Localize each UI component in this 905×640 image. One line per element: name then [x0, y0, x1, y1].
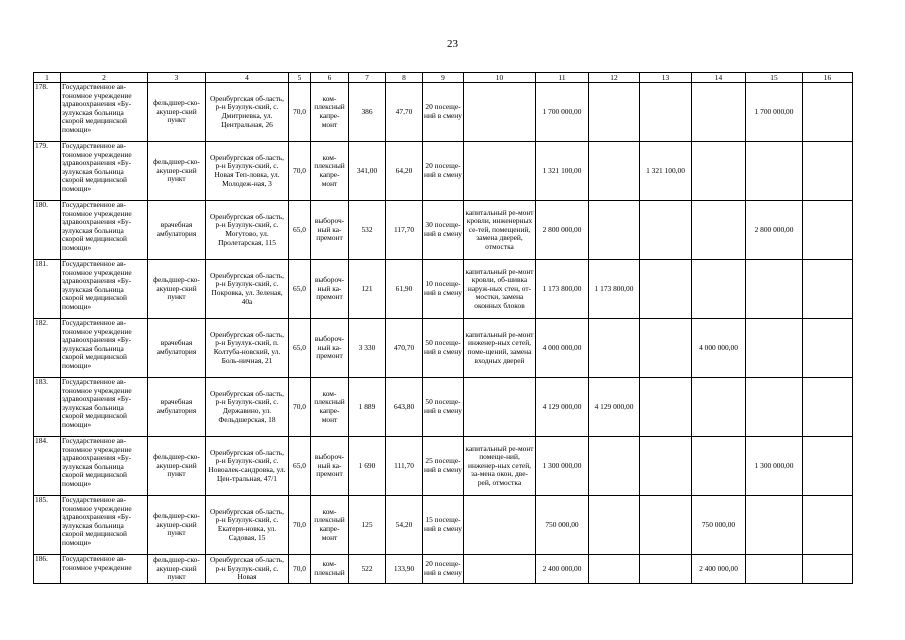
col-7: 522	[349, 555, 386, 584]
col-8: 61,90	[386, 260, 423, 319]
amount-col-13	[640, 83, 692, 142]
amount-col-15	[746, 378, 803, 437]
amount-col-13	[640, 496, 692, 555]
amount-col-12: 4 129 000,00	[589, 378, 640, 437]
facility-type: фельдшер-ско-акушер-ский пункт	[148, 260, 206, 319]
col-7: 1 889	[349, 378, 386, 437]
address: Оренбургская об-ласть, р-н Бузулук-ский, с. Екатери-новка, ул. Садовая, 15	[206, 496, 289, 555]
table-row	[34, 260, 853, 319]
table-row	[34, 142, 853, 201]
work-description: капитальный ре-монт помеще-ний, инженер-ных сетей, за-мена окон, две-рей, отмостка	[464, 437, 536, 496]
col-7: 386	[349, 83, 386, 142]
col-8: 133,90	[386, 555, 423, 584]
capacity: 20 посеще-ний в смену	[423, 142, 464, 201]
row-number: 178.	[34, 83, 61, 142]
wear-percent: 70,0	[289, 83, 311, 142]
amount-col-14: 4 000 000,00	[692, 319, 746, 378]
table-row	[34, 319, 853, 378]
wear-percent: 70,0	[289, 555, 311, 584]
row-number: 186.	[34, 555, 61, 584]
col-16	[803, 555, 853, 584]
work-type: выбороч-ный ка-премонт	[311, 260, 349, 319]
column-number: 2	[61, 73, 148, 83]
amount-col-13	[640, 260, 692, 319]
work-description: капитальный ре-монт кровли, инженерных се-тей, помещений, замена дверей, отмостка	[464, 201, 536, 260]
column-number: 4	[206, 73, 289, 83]
table-row	[34, 496, 853, 555]
col-8: 47,70	[386, 83, 423, 142]
wear-percent: 65,0	[289, 319, 311, 378]
address: Оренбургская об-ласть, р-н Бузулук-ский, с. Дмитриевка, ул. Центральная, 26	[206, 83, 289, 142]
address: Оренбургская об-ласть, р-н Бузулук-ский, с. Державино, ул. Фельдшерская, 18	[206, 378, 289, 437]
amount-col-15	[746, 496, 803, 555]
amount-total: 1 700 000,00	[536, 83, 589, 142]
col-16	[803, 437, 853, 496]
work-type: ком-плексный капре-монт	[311, 142, 349, 201]
amount-col-12	[589, 319, 640, 378]
wear-percent: 65,0	[289, 260, 311, 319]
amount-col-13	[640, 378, 692, 437]
amount-total: 1 300 000,00	[536, 437, 589, 496]
organization: Государственное ав-тономное учреждение здравоохранения «Бу-зулукская больница скорой медицинской помощи»	[61, 496, 148, 555]
amount-total: 2 800 000,00	[536, 201, 589, 260]
table-row	[34, 555, 853, 584]
amount-col-12	[589, 83, 640, 142]
work-type: ком-плексный капре-монт	[311, 378, 349, 437]
amount-col-15	[746, 260, 803, 319]
address: Оренбургская об-ласть, р-н Бузулук-ский, с. Покровка, ул. Зеленая, 40а	[206, 260, 289, 319]
organization: Государственное ав-тономное учреждение здравоохранения «Бу-зулукская больница скорой медицинской помощи»	[61, 378, 148, 437]
wear-percent: 65,0	[289, 201, 311, 260]
amount-total: 4 000 000,00	[536, 319, 589, 378]
data-table	[33, 72, 853, 584]
column-number: 16	[803, 73, 853, 83]
row-number: 179.	[34, 142, 61, 201]
column-number: 15	[746, 73, 803, 83]
amount-col-14	[692, 83, 746, 142]
amount-col-15	[746, 142, 803, 201]
facility-type: фельдшер-ско-акушер-ский пункт	[148, 142, 206, 201]
row-number: 182.	[34, 319, 61, 378]
col-16	[803, 201, 853, 260]
table-row	[34, 201, 853, 260]
organization: Государственное ав-тономное учреждение здравоохранения «Бу-зулукская больница скорой медицинской помощи»	[61, 83, 148, 142]
column-number: 6	[311, 73, 349, 83]
column-number: 3	[148, 73, 206, 83]
col-16	[803, 142, 853, 201]
facility-type: фельдшер-ско-акушер-ский пункт	[148, 555, 206, 584]
column-number: 10	[464, 73, 536, 83]
facility-type: фельдшер-ско-акушер-ский пункт	[148, 83, 206, 142]
work-type: ком-плексный капре-монт	[311, 83, 349, 142]
column-number: 11	[536, 73, 589, 83]
facility-type: врачебная амбулатория	[148, 201, 206, 260]
organization: Государственное ав-тономное учреждение здравоохранения «Бу-зулукская больница скорой медицинской помощи»	[61, 260, 148, 319]
column-number: 7	[349, 73, 386, 83]
amount-total: 4 129 000,00	[536, 378, 589, 437]
col-8: 64,20	[386, 142, 423, 201]
facility-type: врачебная амбулатория	[148, 319, 206, 378]
column-number-row	[34, 73, 853, 83]
col-16	[803, 378, 853, 437]
amount-total: 1 321 100,00	[536, 142, 589, 201]
amount-col-12: 1 173 800,00	[589, 260, 640, 319]
capacity: 30 посеще-ний в смену	[423, 201, 464, 260]
col-16	[803, 83, 853, 142]
row-number: 185.	[34, 496, 61, 555]
page-number: 23	[447, 38, 458, 50]
col-16	[803, 496, 853, 555]
amount-col-14	[692, 437, 746, 496]
amount-col-15	[746, 555, 803, 584]
col-16	[803, 319, 853, 378]
col-7: 532	[349, 201, 386, 260]
address: Оренбургская об-ласть, р-н Бузулук-ский, с. Новая Теп-ловка, ул. Молодеж-ная, 3	[206, 142, 289, 201]
column-number: 9	[423, 73, 464, 83]
amount-col-13	[640, 201, 692, 260]
amount-col-15: 2 800 000,00	[746, 201, 803, 260]
wear-percent: 70,0	[289, 378, 311, 437]
column-number: 1	[34, 73, 61, 83]
col-7: 121	[349, 260, 386, 319]
capacity: 10 посеще-ний в смену	[423, 260, 464, 319]
col-8: 54,20	[386, 496, 423, 555]
row-number: 183.	[34, 378, 61, 437]
work-description	[464, 496, 536, 555]
col-7: 125	[349, 496, 386, 555]
row-number: 184.	[34, 437, 61, 496]
amount-col-14	[692, 260, 746, 319]
facility-type: врачебная амбулатория	[148, 378, 206, 437]
organization: Государственное ав-тономное учреждение здравоохранения «Бу-зулукская больница скорой медицинской помощи»	[61, 201, 148, 260]
column-number: 13	[640, 73, 692, 83]
amount-col-14: 750 000,00	[692, 496, 746, 555]
table-row	[34, 378, 853, 437]
work-type: выбороч-ный ка-премонт	[311, 201, 349, 260]
work-description	[464, 378, 536, 437]
capacity: 20 посеще-ний в смену	[423, 555, 464, 584]
address: Оренбургская об-ласть, р-н Бузулук-ский, с. Могутово, ул. Пролетарская, 115	[206, 201, 289, 260]
wear-percent: 65,0	[289, 437, 311, 496]
table-row	[34, 83, 853, 142]
col-8: 470,70	[386, 319, 423, 378]
work-description	[464, 142, 536, 201]
work-description: капитальный ре-монт инженер-ных сетей, поме-щений, замена входных дверей	[464, 319, 536, 378]
amount-col-14	[692, 378, 746, 437]
amount-col-12	[589, 496, 640, 555]
amount-col-14	[692, 142, 746, 201]
col-16	[803, 260, 853, 319]
column-number: 5	[289, 73, 311, 83]
work-description	[464, 555, 536, 584]
table-row	[34, 437, 853, 496]
row-number: 180.	[34, 201, 61, 260]
amount-col-13: 1 321 100,00	[640, 142, 692, 201]
amount-col-12	[589, 555, 640, 584]
work-type: ком-плексный капре-монт	[311, 496, 349, 555]
column-number: 14	[692, 73, 746, 83]
amount-col-12	[589, 201, 640, 260]
organization: Государственное ав-тономное учреждение здравоохранения «Бу-зулукская больница скорой медицинской помощи»	[61, 142, 148, 201]
work-description	[464, 83, 536, 142]
wear-percent: 70,0	[289, 496, 311, 555]
col-8: 643,80	[386, 378, 423, 437]
capacity: 20 посеще-ний в смену	[423, 83, 464, 142]
capacity: 50 посеще-ний в смену	[423, 378, 464, 437]
wear-percent: 70,0	[289, 142, 311, 201]
col-8: 117,70	[386, 201, 423, 260]
amount-total: 750 000,00	[536, 496, 589, 555]
column-number: 8	[386, 73, 423, 83]
amount-total: 1 173 800,00	[536, 260, 589, 319]
amount-col-13	[640, 319, 692, 378]
amount-col-12	[589, 142, 640, 201]
organization: Государственное ав-тономное учреждение	[61, 555, 148, 584]
facility-type: фельдшер-ско-акушер-ский пункт	[148, 496, 206, 555]
work-type: выбороч-ный ка-премонт	[311, 319, 349, 378]
amount-col-13	[640, 555, 692, 584]
amount-total: 2 400 000,00	[536, 555, 589, 584]
amount-col-15	[746, 319, 803, 378]
col-7: 3 330	[349, 319, 386, 378]
address: Оренбургская об-ласть, р-н Бузулук-ский, с. Новоалек-сандровка, ул. Цен-тральная, 47/1	[206, 437, 289, 496]
organization: Государственное ав-тономное учреждение здравоохранения «Бу-зулукская больница скорой медицинской помощи»	[61, 319, 148, 378]
amount-col-15: 1 700 000,00	[746, 83, 803, 142]
capacity: 25 посеще-ний в смену	[423, 437, 464, 496]
col-7: 1 690	[349, 437, 386, 496]
address: Оренбургская об-ласть, р-н Бузулук-ский, с. Новая	[206, 555, 289, 584]
work-description: капитальный ре-монт кровли, об-шивка наруж-ных стен, от-мостки, замена оконных блоков	[464, 260, 536, 319]
work-type: выбороч-ный ка-премонт	[311, 437, 349, 496]
capacity: 15 посеще-ний в смену	[423, 496, 464, 555]
amount-col-15: 1 300 000,00	[746, 437, 803, 496]
capacity: 50 посеще-ний в смену	[423, 319, 464, 378]
col-8: 111,70	[386, 437, 423, 496]
organization: Государственное ав-тономное учреждение здравоохранения «Бу-зулукская больница скорой медицинской помощи»	[61, 437, 148, 496]
amount-col-12	[589, 437, 640, 496]
col-7: 341,00	[349, 142, 386, 201]
amount-col-13	[640, 437, 692, 496]
work-type: ком-плексный	[311, 555, 349, 584]
amount-col-14	[692, 201, 746, 260]
column-number: 12	[589, 73, 640, 83]
row-number: 181.	[34, 260, 61, 319]
amount-col-14: 2 400 000,00	[692, 555, 746, 584]
facility-type: фельдшер-ско-акушер-ский пункт	[148, 437, 206, 496]
address: Оренбургская об-ласть, р-н Бузулук-ский, п. Колтуба-новский, ул. Боль-ничная, 21	[206, 319, 289, 378]
